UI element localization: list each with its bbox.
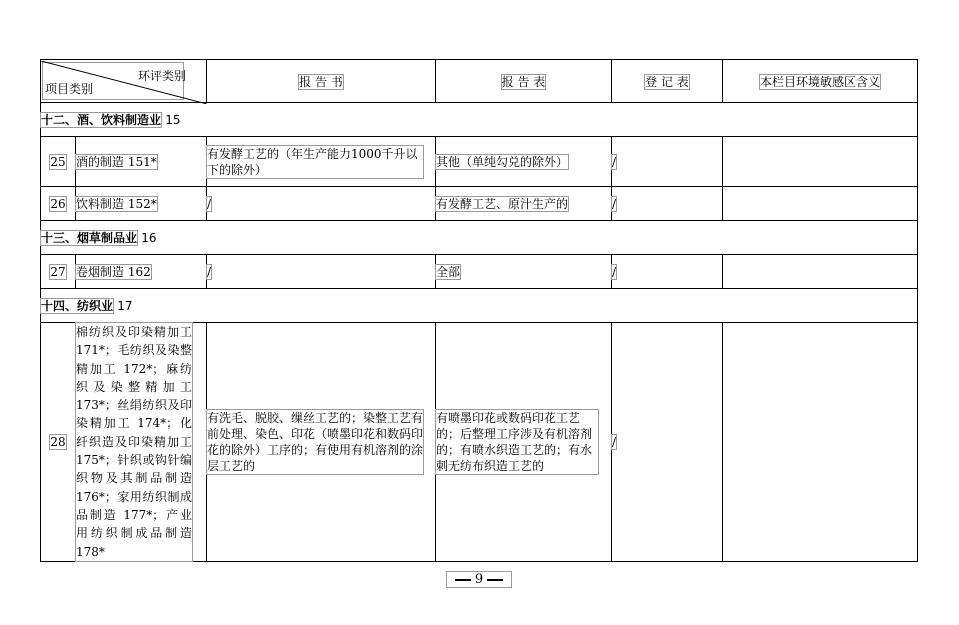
dash-left <box>455 579 471 581</box>
col-report-form: 报 告 表 <box>436 60 612 103</box>
row-number: 25 <box>41 137 76 187</box>
col-sensitive: 本栏目环境敏感区含义 <box>723 60 918 103</box>
col-report-book: 报 告 书 <box>207 60 436 103</box>
section-14: 十四、纺织业 17 <box>41 289 918 323</box>
diagonal-header-cell <box>41 60 207 103</box>
report-form-cell: 全部 <box>436 255 612 289</box>
sensitive-cell <box>723 255 918 289</box>
header-row <box>41 60 918 103</box>
classification-table <box>40 59 918 562</box>
table-row <box>41 137 918 187</box>
register-cell: / <box>612 255 723 289</box>
register-cell: / <box>612 187 723 221</box>
project-category: 卷烟制造 162 <box>76 255 207 289</box>
project-category: 棉纺织及印染精加工 171*；毛纺织及染整精加工 172*；麻纺织及染整精加工 173*；丝绢纺织及印染精加工 174*；化纤织造及印染精加工 175*；针织或钩针编织物及其制品制造 176*；家用纺织制成品制造 177*；产业用纺织制成品制造 178* <box>76 323 207 562</box>
sensitive-cell <box>723 137 918 187</box>
project-category: 饮料制造 152* <box>76 187 207 221</box>
report-book-cell: / <box>207 187 436 221</box>
report-book-cell: 有发酵工艺的（年生产能力1000千升以下的除外） <box>207 137 436 187</box>
section-row <box>41 103 918 137</box>
table-row <box>41 187 918 221</box>
report-form-cell: 有喷墨印花或数码印花工艺的；后整理工序涉及有机溶剂的；有喷水织造工艺的；有水刺无纺布织造工艺的 <box>436 323 612 562</box>
report-form-cell: 有发酵工艺、原汁生产的 <box>436 187 612 221</box>
sensitive-cell <box>723 187 918 221</box>
page-number-value: 9 <box>474 572 484 587</box>
table-row <box>41 255 918 289</box>
section-row <box>41 221 918 255</box>
sensitive-cell <box>723 323 918 562</box>
row-number: 27 <box>41 255 76 289</box>
corner-top-label: 环评类别 <box>137 69 186 83</box>
section-13: 十三、烟草制品业 16 <box>41 221 918 255</box>
corner-bottom-label: 项目类别 <box>45 82 94 96</box>
section-row <box>41 289 918 323</box>
row-number: 28 <box>41 323 76 562</box>
report-book-cell: 有洗毛、脱胶、缫丝工艺的；染整工艺有前处理、染色、印花（喷墨印花和数码印花的除外）工序的；有使用有机溶剂的涂层工艺的 <box>207 323 436 562</box>
project-category: 酒的制造 151* <box>76 137 207 187</box>
table-row <box>41 323 918 562</box>
register-cell: / <box>612 137 723 187</box>
dash-right <box>487 579 503 581</box>
row-number: 26 <box>41 187 76 221</box>
register-cell: / <box>612 323 723 562</box>
col-register: 登 记 表 <box>612 60 723 103</box>
report-book-cell: / <box>207 255 436 289</box>
section-12: 十二、酒、饮料制造业 15 <box>41 103 918 137</box>
report-form-cell: 其他（单纯勾兑的除外） <box>436 137 612 187</box>
page-number <box>447 572 511 587</box>
